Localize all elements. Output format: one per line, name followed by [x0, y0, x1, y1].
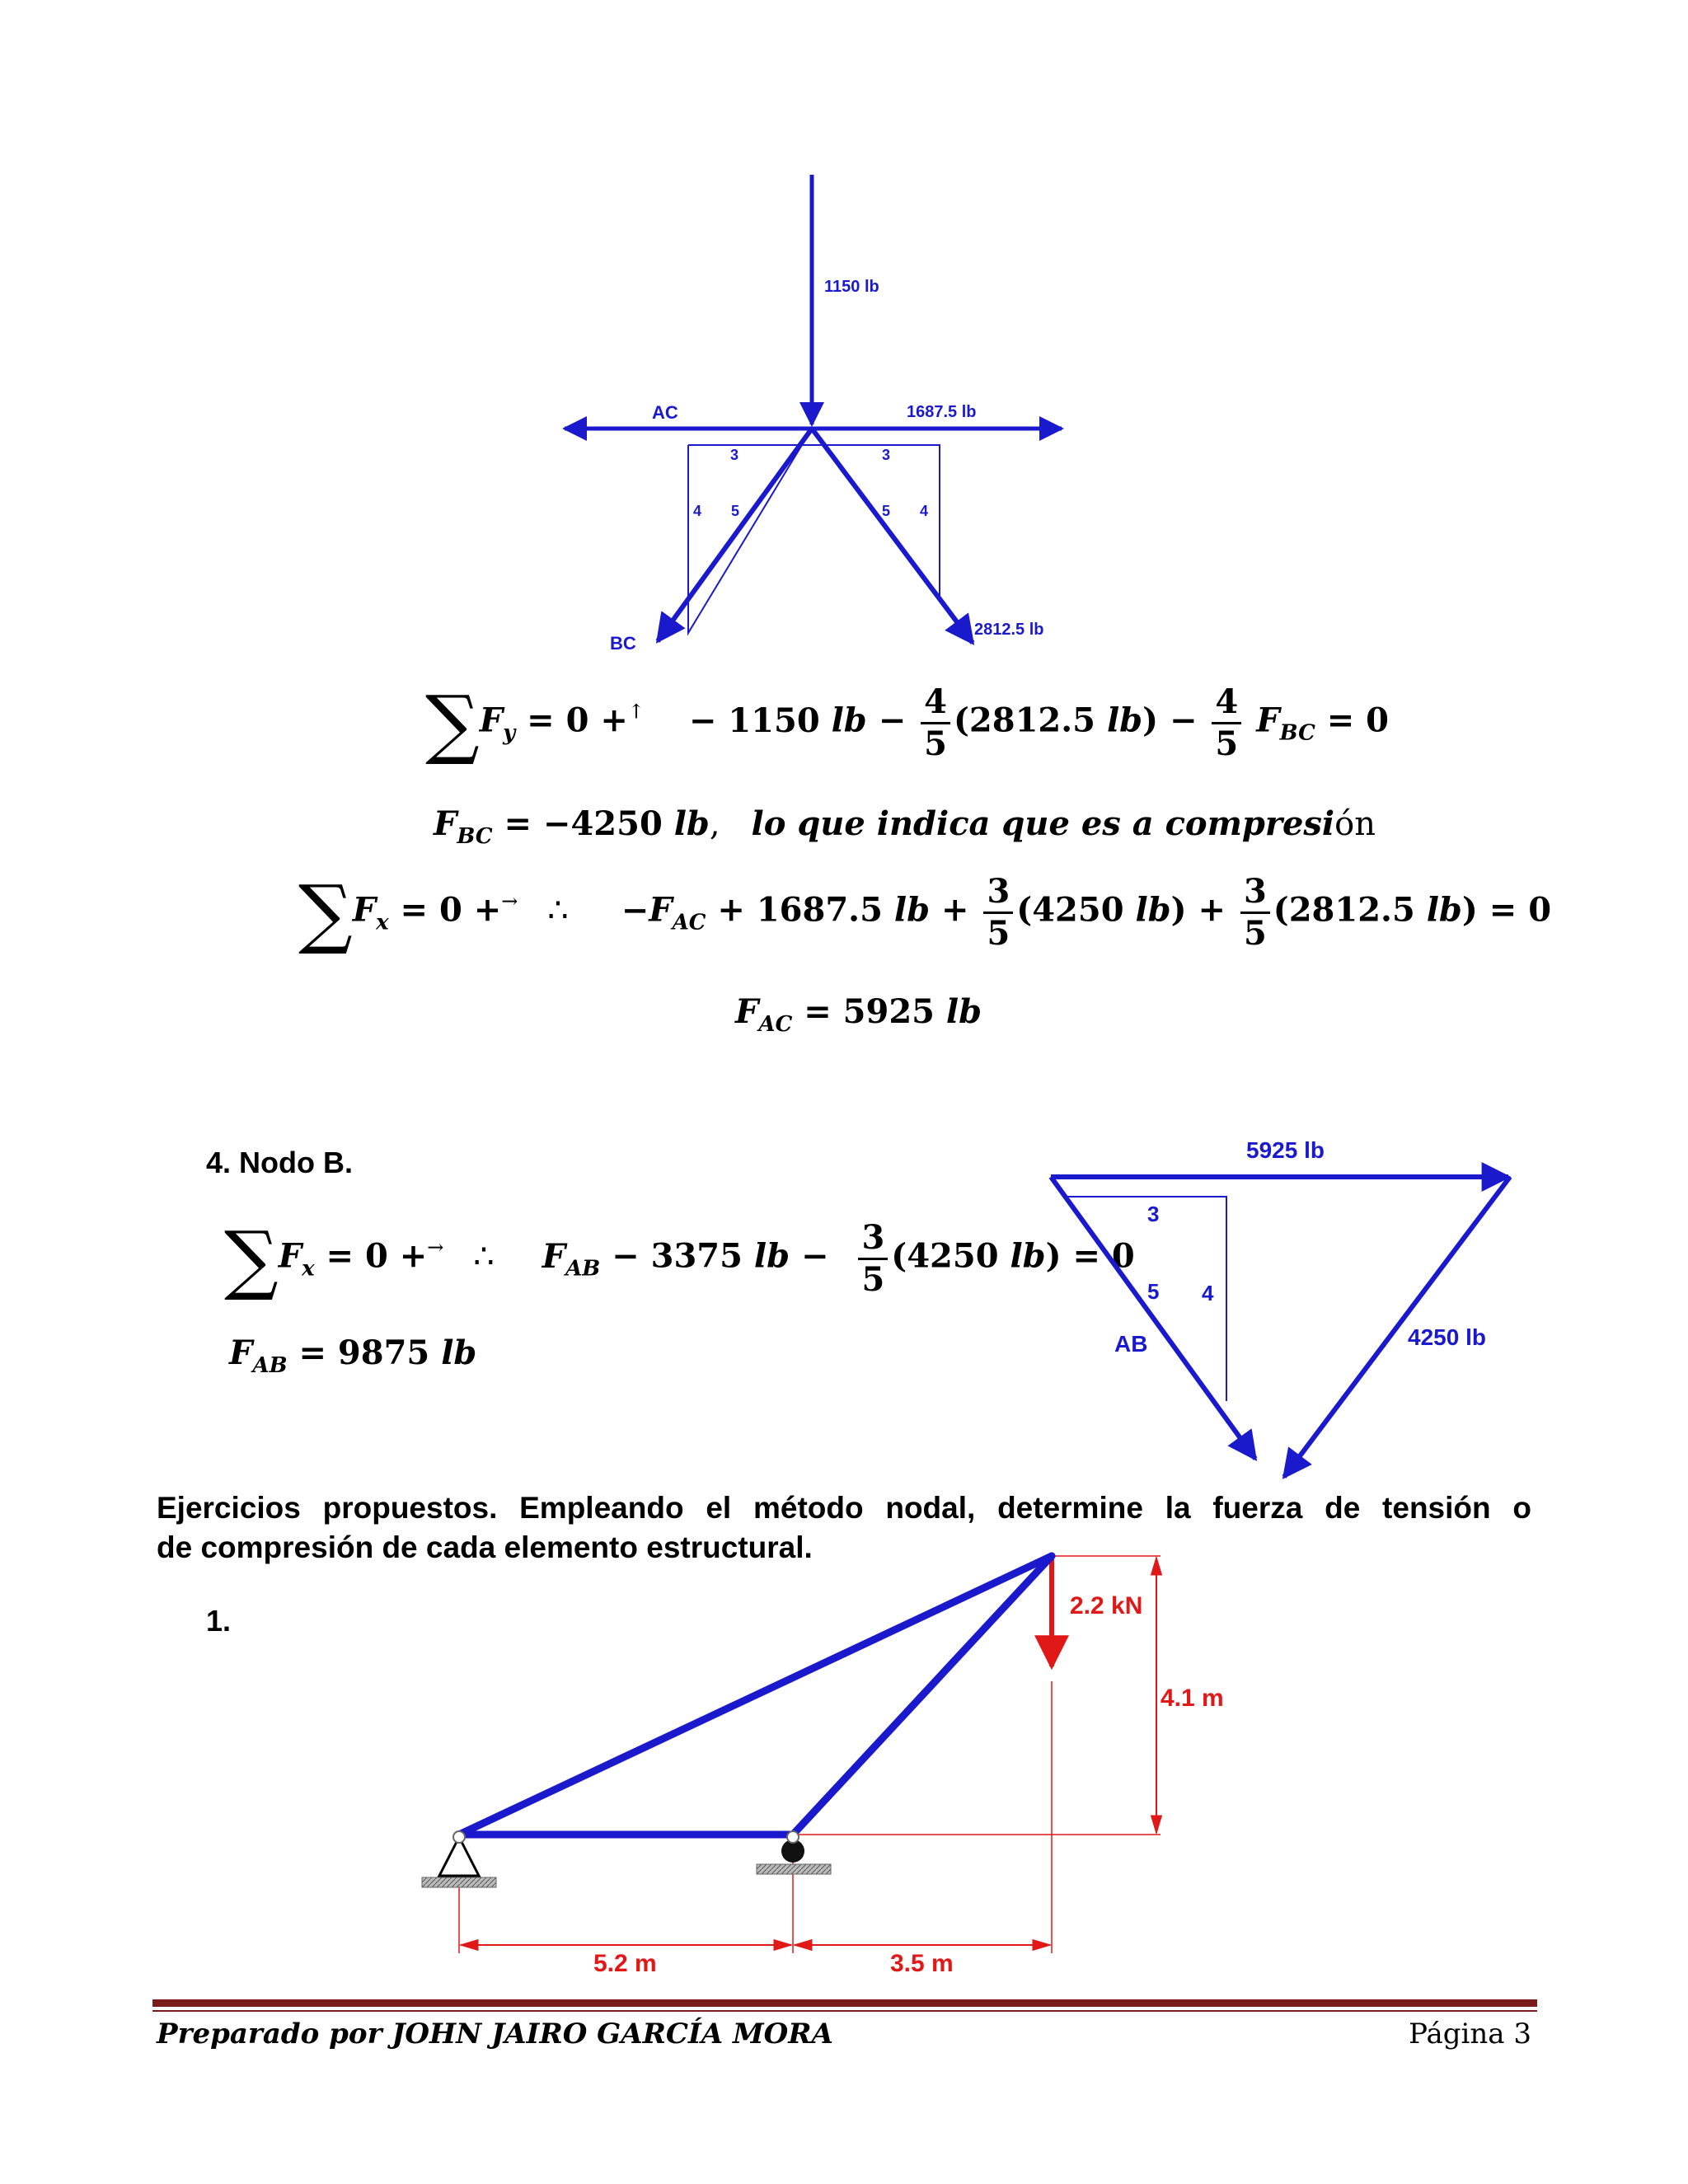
equation-term: 4: [921, 686, 950, 724]
equation-term: F: [479, 701, 504, 740]
load-label-red: 2.2 kN: [1070, 1592, 1143, 1619]
equation-term: F: [229, 1333, 253, 1372]
equation-term: ,: [709, 805, 720, 843]
equation-term: lb: [893, 890, 931, 930]
equation-term: 3: [983, 875, 1013, 914]
footer-page-number: Página 3: [1409, 2018, 1531, 2050]
equation-term: + 1687.5: [706, 890, 894, 930]
equation-term: lb: [831, 701, 867, 740]
equation-term: (4250: [1016, 890, 1136, 930]
equation-term: −: [621, 890, 649, 930]
equation-term: F: [735, 992, 759, 1031]
equation-term: ) = 0: [1045, 1236, 1135, 1276]
equation-term: = −4250: [492, 804, 674, 843]
equation-term: 3: [858, 1221, 888, 1260]
fac-result: [735, 992, 982, 1037]
slope-5-right: 5: [882, 503, 891, 519]
sum-fx-equation-node-b: $\sum F_x = 0 +^\to$ ∴ $F_{AB} - 3375$ lb − $\frac{3}{5}$ (4250 lb) = 0: [224, 1215, 1135, 1304]
slope-4-right: 4: [920, 503, 929, 519]
exercises-heading-line1: Ejercicios propuestos. Empleando el método nodal, determine la fuerza de tensión o: [157, 1491, 1531, 1525]
equation-term: − 3375: [600, 1236, 754, 1276]
slope-3-right: 3: [882, 447, 891, 463]
equation-term: (4250: [891, 1236, 1010, 1276]
equation-term: (2812.5: [1273, 890, 1427, 930]
slope-5: 5: [1147, 1279, 1160, 1304]
equation-term: BC: [457, 824, 493, 849]
equation-term: y: [503, 720, 516, 746]
slope-4-left: 4: [693, 503, 702, 519]
equation-term: ) −: [1142, 701, 1198, 740]
equation-term: 5: [924, 724, 947, 763]
equation-term: lb: [441, 1333, 477, 1372]
height-label: 4.1 m: [1160, 1685, 1224, 1712]
slope-3-left: 3: [730, 447, 739, 463]
equation-term: −: [866, 701, 907, 740]
node-b-diagram: [1022, 1121, 1550, 1492]
equation-term: lb: [673, 804, 710, 843]
equation-term: x: [376, 910, 389, 935]
footer-author: Preparado por JOHN JAIRO GARCÍA MORA: [157, 2018, 833, 2050]
equation-term: = 0 +: [515, 701, 628, 740]
truss-exercise-diagram: [396, 1541, 1269, 1986]
equation-term: (2812.5: [954, 701, 1107, 740]
equation-term: lb: [1010, 1236, 1046, 1276]
equation-term: − 1150: [688, 701, 832, 740]
right-force-label-b: 4250 lb: [1408, 1324, 1486, 1350]
equation-term: ∴: [473, 1237, 495, 1276]
ref-triangle-right: [812, 445, 940, 602]
equation-term: F: [649, 890, 673, 930]
fbc-result: [434, 804, 1376, 849]
equation-term: lb: [1426, 890, 1462, 930]
sum-fx-equation-node-a: $\sum F_x = 0 +^\to$ ∴ $-F_{AC} + 1687.5$ lb + $\frac{3}{5}$ (4250 lb) + $\frac{3}{5}$ (2812.5 lb) = 0: [298, 869, 1552, 958]
equation-term: = 5925: [792, 992, 946, 1031]
equation-term: BC: [1279, 720, 1315, 746]
equation-term: lb: [1106, 701, 1143, 740]
span1-label: 5.2 m: [593, 1950, 657, 1977]
section-heading-nodo-b: 4. Nodo B.: [206, 1146, 353, 1179]
diag-force-label: 2812.5 lb: [974, 621, 1044, 639]
member-diagonal: [793, 1556, 1052, 1835]
equation-term: −: [790, 1236, 829, 1276]
equation-term: F: [542, 1236, 566, 1276]
sum-fy-equation: $\sum F_y = 0 +^↑ - 1150$ lb − $\frac{4}{5}$ (2812.5 lb) − $\frac{4}{5}$ $F_{BC} = 0$: [425, 679, 1389, 768]
equation-term: 3: [1240, 875, 1270, 914]
top-force-label: 5925 lb: [1246, 1137, 1325, 1163]
equation-term: lb: [753, 1236, 790, 1276]
bc-label: BC: [610, 633, 636, 654]
equation-term: F: [278, 1236, 302, 1276]
equation-term: lo que indica que es a compresi: [751, 804, 1335, 843]
equation-term: 5: [1243, 914, 1267, 953]
load-label: 1150 lb: [824, 278, 879, 296]
slope-4: 4: [1202, 1281, 1214, 1305]
equation-term: x: [302, 1256, 315, 1282]
span2-label: 3.5 m: [890, 1950, 954, 1977]
slope-3: 3: [1147, 1202, 1160, 1226]
right-force-label: 1687.5 lb: [907, 403, 977, 421]
equation-term: AC: [672, 910, 706, 935]
node-fbd-diagram: [0, 0, 1688, 676]
equation-term: ) = 0: [1461, 890, 1552, 930]
equation-term: 5: [1215, 724, 1239, 763]
equation-term: lb: [945, 992, 982, 1031]
pin-support: [422, 1831, 496, 1887]
equation-term: F: [352, 890, 377, 930]
equation-term: AB: [252, 1353, 288, 1378]
equation-term: AB: [565, 1256, 601, 1282]
equation-term: F: [1256, 701, 1280, 740]
equation-term: ↑: [627, 700, 645, 724]
equation-term: +: [930, 890, 969, 930]
equation-term: 5: [861, 1260, 885, 1299]
exercises-heading-line2: de compresión de cada elemento estructural.: [157, 1530, 813, 1564]
member-top-chord: [459, 1556, 1052, 1835]
exercise-number-1: 1.: [206, 1604, 232, 1638]
equation-term: →: [501, 889, 518, 913]
equation-term: lb: [1135, 890, 1171, 930]
fab-result: [229, 1333, 477, 1378]
equation-term: = 9875: [287, 1333, 442, 1372]
ab-label: AB: [1114, 1331, 1148, 1357]
equation-term: = 0 +: [388, 890, 502, 930]
equation-term: ón: [1334, 805, 1376, 843]
footer-rule: [152, 1999, 1537, 2007]
equation-term: AC: [758, 1012, 793, 1037]
slope-5-left: 5: [731, 503, 740, 519]
equation-term: ) +: [1170, 890, 1226, 930]
diag-force-arrow: [812, 429, 973, 643]
equation-term: 4: [1212, 686, 1241, 724]
equation-term: 5: [987, 914, 1010, 953]
equation-term: F: [434, 804, 457, 843]
ac-label: AC: [652, 402, 678, 423]
ref-triangle-left: [688, 429, 812, 633]
equation-term: ∴: [547, 891, 569, 930]
equation-term: = 0 +: [314, 1236, 428, 1276]
footer-rule-thin: [152, 2010, 1537, 2012]
equation-term: = 0: [1315, 701, 1389, 740]
equation-term: →: [427, 1235, 444, 1259]
